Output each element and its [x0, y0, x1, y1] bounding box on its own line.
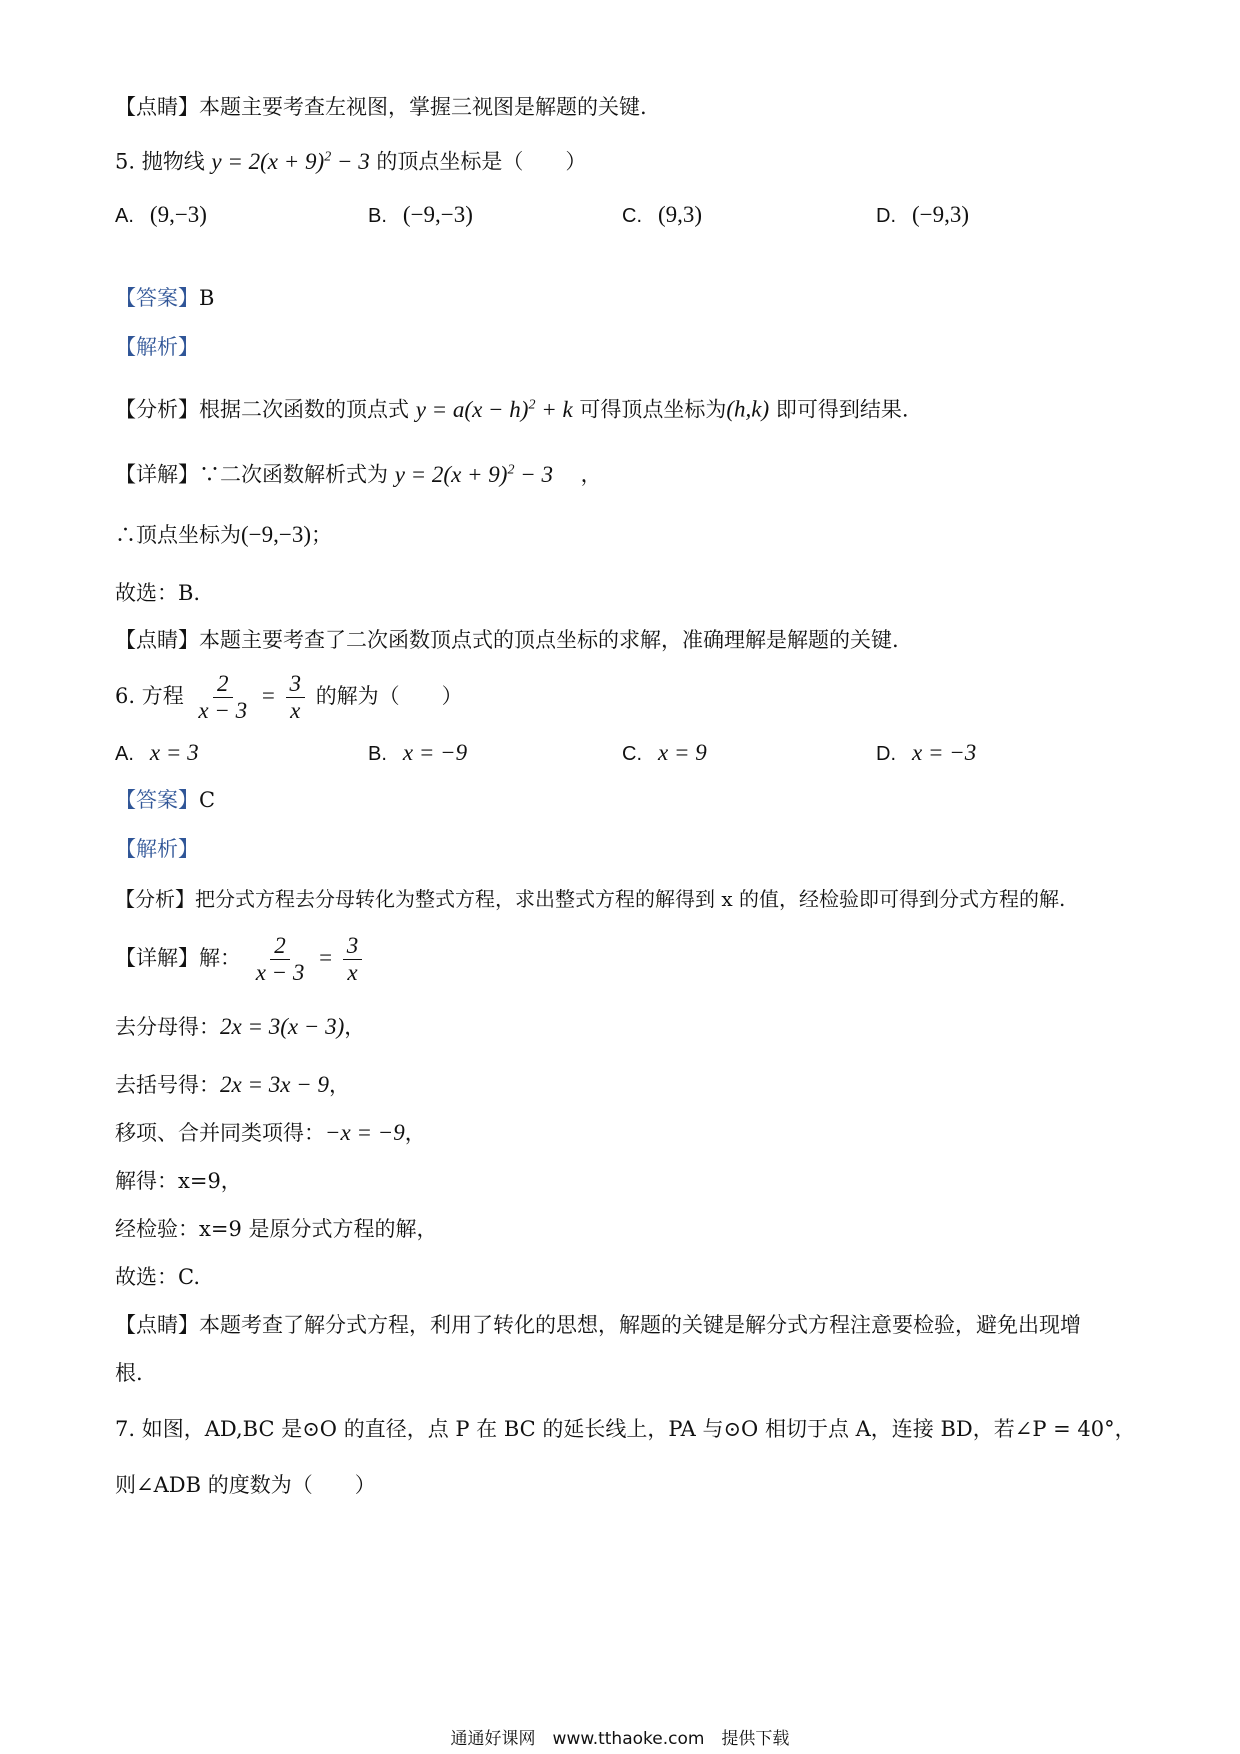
step-solve: 解得：x=9，: [115, 1169, 242, 1193]
fenxi-5: 【分析】根据二次函数的顶点式 $y = a(x - h)^2 + k$ 可得顶点坐标为(h,k) 即可得到结果.: [115, 396, 909, 422]
step-check: 经检验：x=9 是原分式方程的解，: [115, 1217, 438, 1241]
q6-fraction-left: $\frac{2}{x - 3}$: [198, 671, 248, 723]
dianjing-q6-line2: 根.: [115, 1361, 143, 1385]
q5-option-b: B. (−9,−3): [368, 202, 473, 227]
choice-6: 故选：C.: [115, 1265, 200, 1289]
analysis-label-6: 【解析】: [115, 837, 199, 861]
q5-equation: $y = 2(x + 9)^2 - 3$: [211, 148, 370, 174]
question-7-line1: 7. 如图，AD,BC 是⊙O 的直径，点 P 在 BC 的延长线上，PA 与⊙O 相切于点 A，连接 BD，若∠P = 40°，: [115, 1417, 1136, 1441]
fenxi-6: 【分析】把分式方程去分母转化为整式方程，求出整式方程的解得到 x 的值，经检验即可得到分式方程的解.: [115, 887, 1066, 911]
step-remove-denominator: 去分母得：2x = 3(x − 3)，: [115, 1014, 366, 1039]
step-remove-brackets: 去括号得：2x = 3x − 9，: [115, 1072, 350, 1097]
q6-option-b: B. x = −9: [368, 740, 468, 765]
answer-6: 【答案】C: [115, 788, 216, 812]
q5-option-d: D. (−9,3): [876, 202, 970, 227]
analysis-label-5: 【解析】: [115, 335, 199, 359]
question-7-line2: 则∠ADB 的度数为（ ）: [115, 1473, 376, 1497]
dianjing-q5: 【点睛】本题主要考查了二次函数顶点式的顶点坐标的求解，准确理解是解题的关键.: [115, 628, 899, 652]
step-combine: 移项、合并同类项得：−x = −9，: [115, 1120, 426, 1145]
q6-option-d: D. x = −3: [876, 740, 977, 765]
xiangjie-6: 【详解】解： $\frac{2}{x - 3}$ = $\frac{3}{x}$: [115, 928, 366, 988]
question-6: 6. 方程 $\frac{2}{x - 3}$ = $\frac{3}{x}$ 的解为（ ）: [115, 671, 463, 723]
page-footer: 通通好课网 www.tthaoke.com 提供下载: [450, 1729, 790, 1749]
dianjing-q4: 【点睛】本题主要考查左视图，掌握三视图是解题的关键.: [115, 95, 647, 119]
q5-option-c: C. (9,3): [622, 202, 703, 227]
q5-prefix: 5. 抛物线: [115, 149, 205, 174]
question-5: [115, 142, 586, 177]
q6-option-c: C. x = 9: [622, 740, 707, 765]
xiangjie-5: 【详解】∵二次函数解析式为 $y = 2(x + 9)^2 - 3$ ，: [115, 461, 602, 487]
choice-5: 故选：B.: [115, 581, 201, 605]
q6-fraction-right: $\frac{3}{x}$: [286, 671, 306, 724]
q5-suffix: 的顶点坐标是（ ）: [376, 149, 587, 174]
answer-5: 【答案】B: [115, 286, 215, 310]
dianjing-q6-line1: 【点睛】本题考查了解分式方程，利用了转化的思想，解题的关键是解分式方程注意要检验，避免出现增: [115, 1313, 1081, 1337]
q5-option-a: A. (9,−3): [115, 202, 207, 227]
q6-option-a: A. x = 3: [115, 740, 199, 765]
vertex-result-5: ∴顶点坐标为(−9,−3)；: [115, 522, 333, 547]
